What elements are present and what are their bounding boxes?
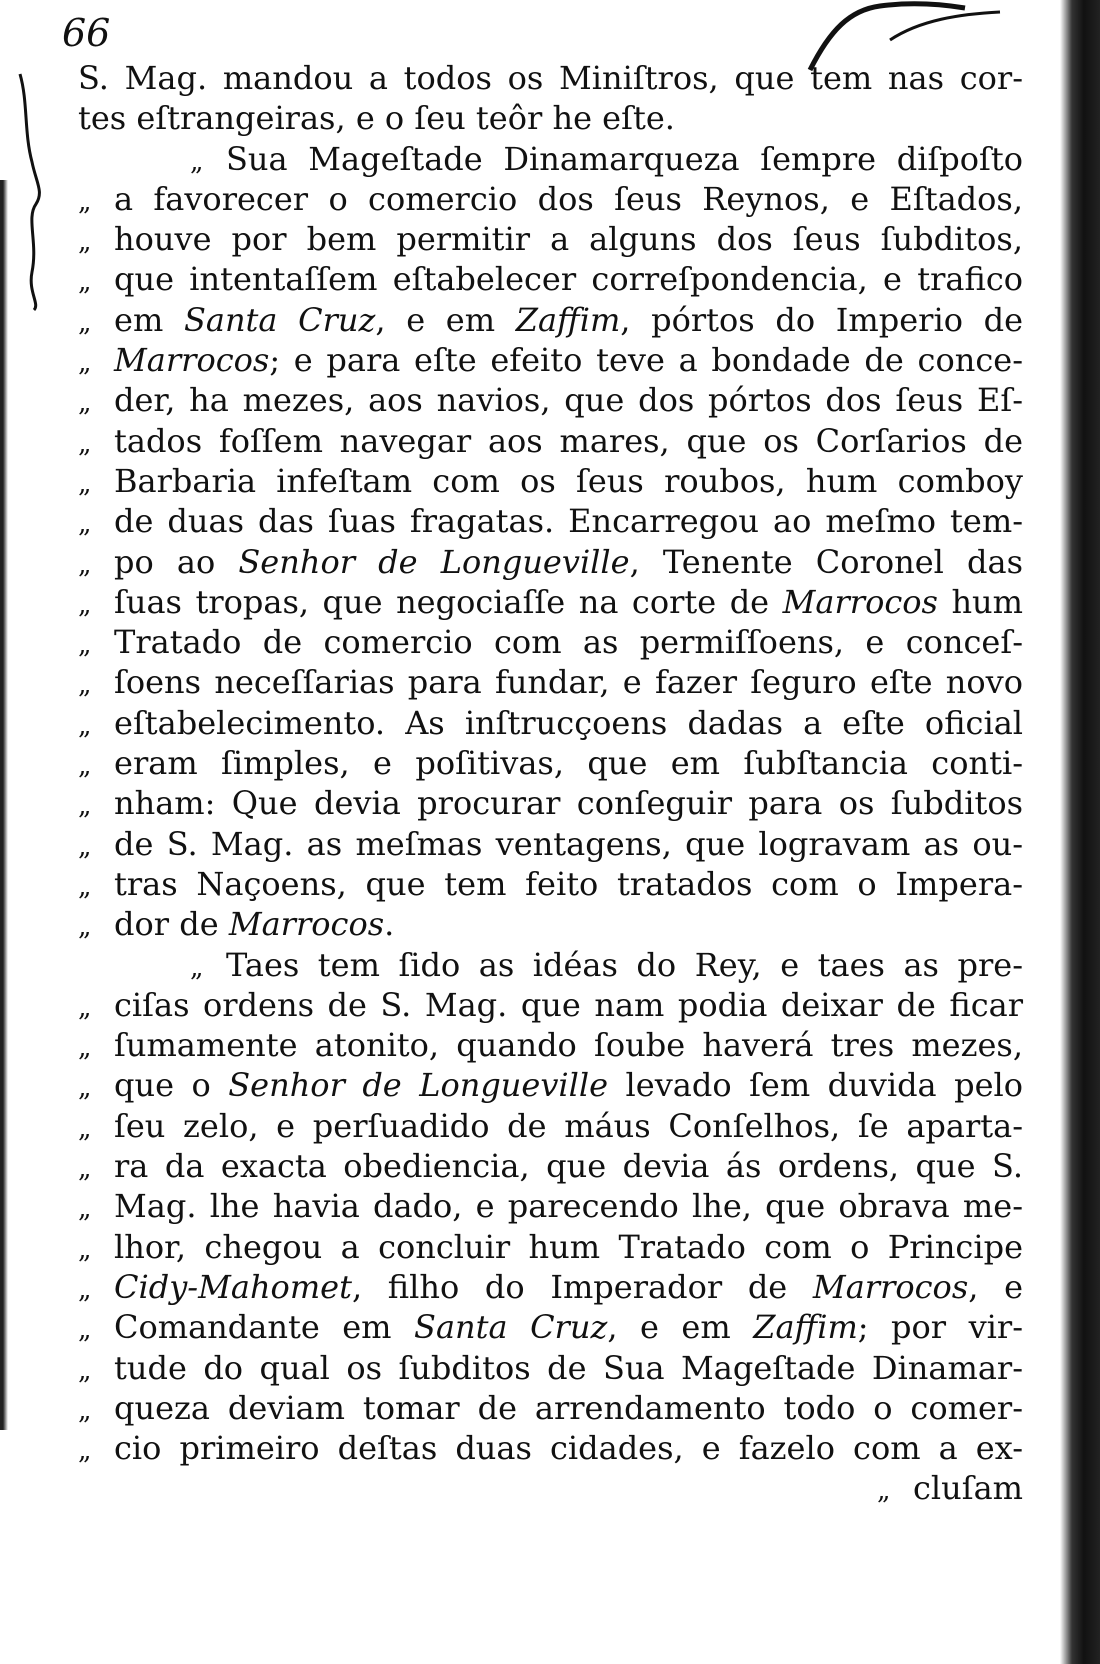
text-line: „ ſuas tropas, que negociaſſe na corte de Marrocos hum	[78, 582, 1024, 621]
text-line: „ Marrocos; e para eſte efeito teve a bondade de conce-	[78, 341, 1023, 380]
text-line: „ eram ſimples, e poſitivas, que em ſubſtancia conti-	[78, 744, 1023, 783]
text-line: „ em Santa Cruz, e em Zaffim, pórtos do Imperio de	[78, 300, 1024, 339]
text-line: S. Mag. mandou a todos os Miniſtros, que tem nas cor-	[78, 59, 1023, 97]
text-line: „ ra da exacta obediencia, que devia ás ordens, que S.	[78, 1147, 1023, 1186]
text-line: „ que intentaſſem eſtabelecer correſpondencia, e trafico	[78, 260, 1023, 299]
text-line: „ que o Senhor de Longueville levado ſem duvida pelo	[78, 1066, 1024, 1105]
margin-bracket-mark	[14, 72, 50, 312]
text-line: „ houve por bem permitir a alguns dos ſeus ſubditos,	[78, 220, 1023, 259]
text-line: „ Mag. lhe havia dado, e parecendo lhe, que obrava me-	[78, 1187, 1023, 1226]
text-line: „ lhor, chegou a concluir hum Tratado com o Principe	[78, 1227, 1023, 1266]
page-number: 66	[62, 11, 111, 55]
text-line: „ Taes tem ſido as idéas do Rey, e taes as pre-	[190, 945, 1023, 984]
text-line: tes eſtrangeiras, e o ſeu teôr he eſte.	[78, 99, 675, 138]
text-line: „ tude do qual os ſubditos de Sua Mageſtade Dinamar-	[78, 1348, 1023, 1387]
text-line: „ ſumamente atonito, quando ſoube haverá tres mezes,	[78, 1026, 1023, 1065]
text-line: „ tras Naçoens, que tem feito tratados com o Impera-	[78, 864, 1023, 903]
text-line: „ Tratado de comercio com as permiſſoens, e conceſ-	[78, 623, 1023, 662]
text-line: „ Sua Mageſtade Dinamarqueza ſempre diſpoſto	[190, 139, 1023, 178]
text-line: „ de duas das ſuas fragatas. Encarregou ao meſmo tem-	[78, 502, 1023, 541]
text-line: „ a favorecer o comercio dos ſeus Reynos, e Eſtados,	[78, 179, 1023, 218]
text-line: „ ſeu zelo, e perſuadido de máus Conſelhos, ſe aparta-	[78, 1106, 1023, 1145]
text-line: „ tados foſſem navegar aos mares, que os Corſarios de	[78, 421, 1023, 460]
text-line: „ Barbaria infeſtam com os ſeus roubos, hum comboy	[78, 461, 1023, 500]
page-left-edge	[0, 180, 8, 1430]
text-line: „ queza deviam tomar de arrendamento todo o comer-	[78, 1388, 1023, 1427]
text-line: „ po ao Senhor de Longueville, Tenente Coronel das	[78, 542, 1024, 581]
text-line: „ dor de Marrocos.	[78, 905, 395, 944]
text-line: „ nham: Que devia procurar conſeguir para os ſubditos	[78, 784, 1023, 823]
text-line: „ eſtabelecimento. As inſtrucçoens dadas a eſte oficial	[78, 703, 1023, 742]
text-line: „ de S. Mag. as meſmas ventagens, que logravam as ou-	[78, 824, 1023, 863]
body-text	[78, 58, 1023, 1509]
text-line: „ cio primeiro deſtas duas cidades, e fazelo com a ex-	[78, 1429, 1023, 1468]
page-right-edge	[1060, 0, 1100, 1664]
text-line: „ ciſas ordens de S. Mag. que nam podia deixar de ficar	[78, 985, 1023, 1024]
text-line: „ Comandante em Santa Cruz, e em Zaffim; por vir-	[78, 1308, 1024, 1347]
text-line: „ Cidy-Mahomet, filho do Imperador de Marrocos, e	[78, 1267, 1024, 1306]
catchword-line: „ cluſam	[876, 1469, 1023, 1508]
text-line: „ der, ha mezes, aos navios, que dos pórtos dos ſeus Eſ-	[78, 381, 1023, 420]
text-line: „ ſoens neceſſarias para fundar, e fazer ſeguro eſte novo	[78, 663, 1023, 702]
